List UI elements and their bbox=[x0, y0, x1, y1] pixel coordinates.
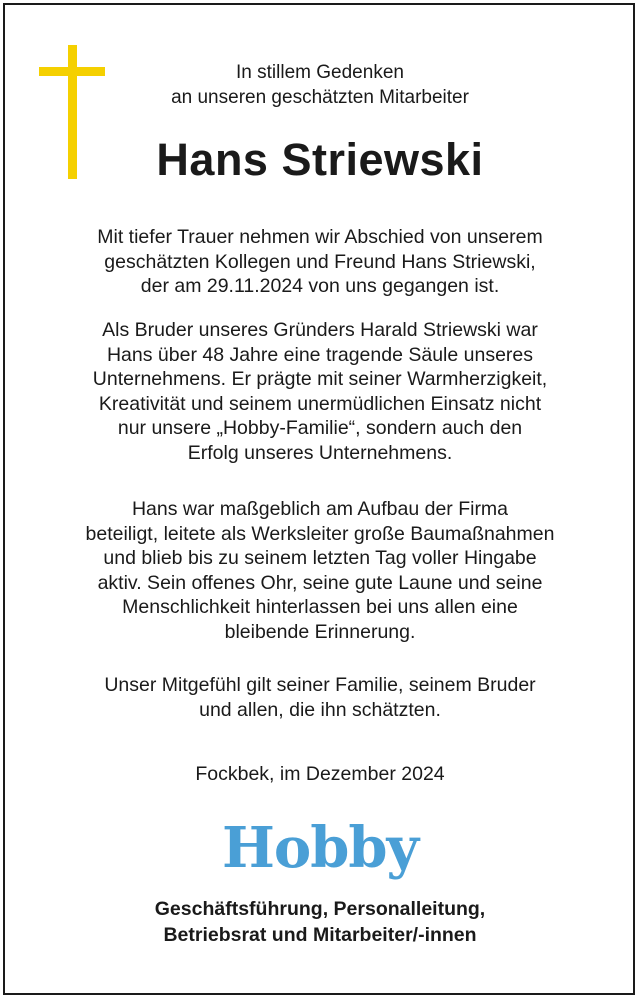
paragraph-line: Menschlichkeit hinterlassen bei uns allen eine bbox=[122, 596, 518, 618]
hobby-logo: Hobby bbox=[221, 815, 419, 881]
paragraph-line: nur unsere „Hobby-Familie“, sondern auch den bbox=[117, 417, 523, 439]
paragraph-line: und blieb bis zu seinem letzten Tag voller Hingabe bbox=[103, 547, 537, 569]
intro-text bbox=[40, 60, 600, 110]
signoff-line-2: Betriebsrat und Mitarbeiter/-innen bbox=[163, 924, 477, 946]
paragraph-3 bbox=[40, 497, 600, 644]
paragraph-line: Mit tiefer Trauer nehmen wir Abschied von unserem bbox=[97, 226, 543, 248]
deceased-name: Hans Striewski bbox=[156, 134, 484, 185]
paragraph-line: Unser Mitgefühl gilt seiner Familie, seinem Bruder bbox=[104, 674, 536, 696]
signoff-line-1: Geschäftsführung, Personalleitung, bbox=[154, 898, 486, 920]
signoff bbox=[40, 896, 600, 948]
paragraph-line: Als Bruder unseres Gründers Harald Striewski war bbox=[102, 319, 538, 341]
paragraph-line: Unternehmens. Er prägte mit seiner Warmherzigkeit, bbox=[92, 368, 548, 390]
paragraph-line: Kreativität und seinem unermüdlichen Einsatz nicht bbox=[98, 392, 542, 415]
paragraph-2 bbox=[40, 318, 600, 465]
paragraph-line: Hans über 48 Jahre eine tragende Säule unseres bbox=[106, 343, 534, 366]
paragraph-4 bbox=[40, 673, 600, 722]
paragraph-line: Erfolg unseres Unternehmens. bbox=[187, 441, 453, 464]
paragraph-line: Hans war maßgeblich am Aufbau der Firma bbox=[131, 498, 509, 520]
paragraph-line: bleibende Erinnerung. bbox=[224, 620, 416, 643]
intro-line-1: In stillem Gedenken bbox=[236, 62, 404, 83]
paragraph-line: geschätzten Kollegen und Freund Hans Striewski, bbox=[104, 250, 536, 273]
paragraph-line: der am 29.11.2024 von uns gegangen ist. bbox=[140, 275, 500, 297]
paragraph-1 bbox=[40, 225, 600, 299]
place-date: Fockbek, im Dezember 2024 bbox=[195, 763, 445, 785]
paragraph-line: und allen, die ihn schätzten. bbox=[199, 698, 441, 721]
intro-line-2: an unseren geschätzten Mitarbeiter bbox=[171, 87, 469, 108]
paragraph-line: beteiligt, leitete als Werksleiter große Baumaßnahmen bbox=[85, 522, 555, 545]
paragraph-line: aktiv. Sein offenes Ohr, seine gute Laune und seine bbox=[97, 571, 543, 594]
